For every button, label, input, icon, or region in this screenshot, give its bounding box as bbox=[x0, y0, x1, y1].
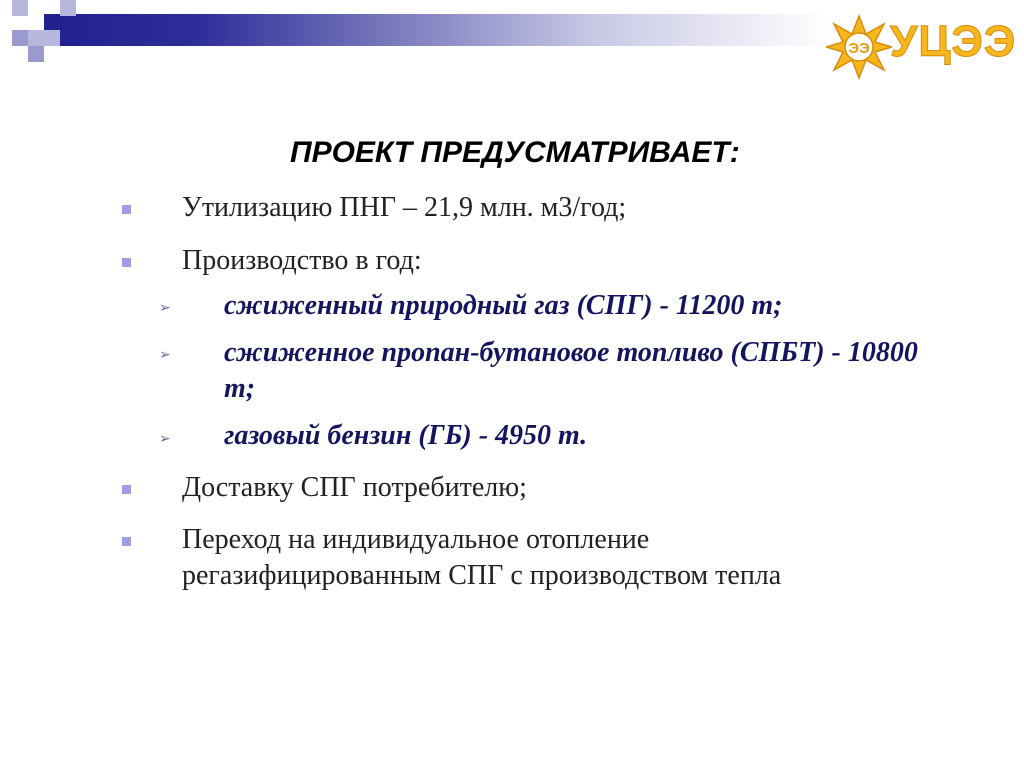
bullet-icon bbox=[122, 205, 131, 214]
arrow-bullet-icon: ➢ bbox=[159, 300, 171, 316]
slide-title: ПРОЕКТ ПРЕДУСМАТРИВАЕТ: bbox=[290, 136, 740, 169]
svg-text:ЭЭ: ЭЭ bbox=[848, 40, 870, 57]
list-item: Производство в год: bbox=[182, 245, 422, 276]
sub-list-item: сжиженное пропан-бутановое топливо (СПБТ) - 10800 т; bbox=[224, 337, 918, 404]
sub-list-item: сжиженный природный газ (СПГ) - 11200 т; bbox=[224, 290, 783, 321]
bullet-icon bbox=[122, 537, 131, 546]
sub-list-item: газовый бензин (ГБ) - 4950 т. bbox=[224, 420, 588, 451]
bullet-icon bbox=[122, 485, 131, 494]
bullet-icon bbox=[122, 258, 131, 267]
list-item: Утилизацию ПНГ – 21,9 млн. м3/год; bbox=[182, 192, 627, 223]
list-item: Переход на индивидуальное отопление регазифицированным СПГ с производством тепла bbox=[182, 524, 782, 591]
arrow-bullet-icon: ➢ bbox=[159, 431, 171, 447]
arrow-bullet-icon: ➢ bbox=[159, 347, 171, 363]
list-item: Доставку СПГ потребителю; bbox=[182, 472, 527, 503]
logo-text: УЦЭЭ bbox=[890, 17, 1017, 66]
